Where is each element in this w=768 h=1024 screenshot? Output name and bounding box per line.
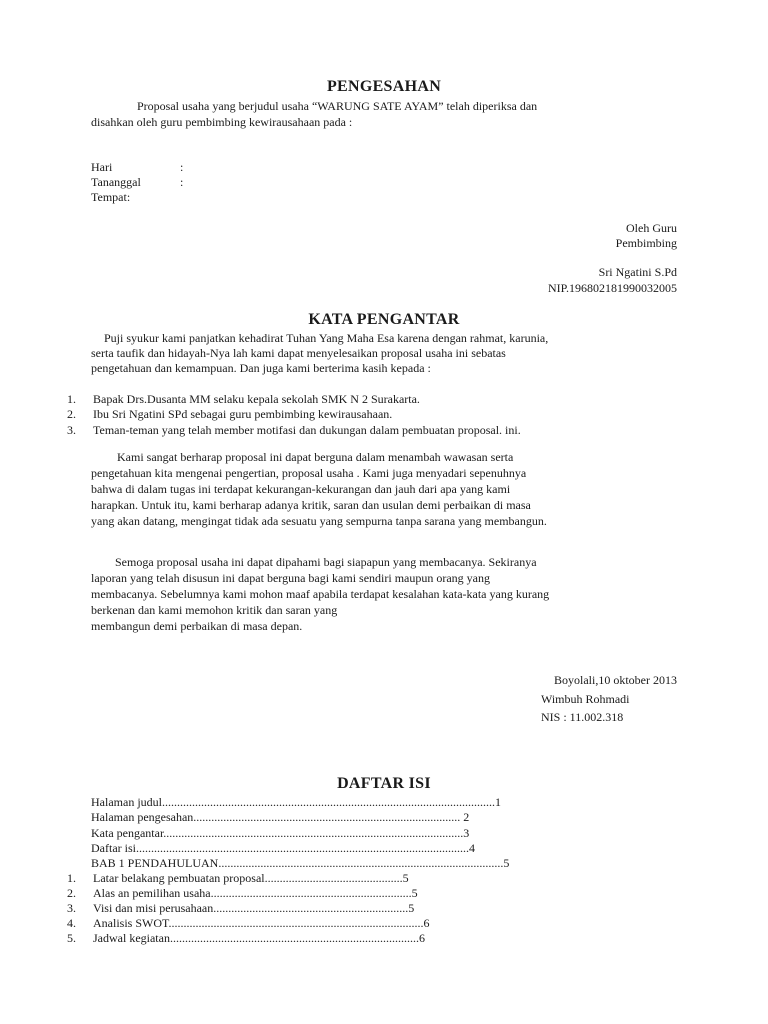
toc-entry: Kata pengantar....................................................................................................3 [91,826,470,840]
para2-line: pengetahuan kita mengenai pengertian, proposal usaha . Kami juga menyadari sepenuhnya [91,466,527,480]
intro-line: pengetahuan dan kemampuan. Dan juga kami berterima kasih kepada : [91,361,431,375]
para2-line: Kami sangat berharap proposal ini dapat berguna dalam menambah wawasan serta [117,450,514,464]
tempat-label: Tempat: [91,190,131,204]
intro-line: serta taufik dan hidayah-Nya lah kami dapat menyelesaikan proposal usaha ini sebatas [91,346,506,360]
pengesahan-text-line: Proposal usaha yang berjudul usaha “WARUNG SATE AYAM” telah diperiksa dan [137,99,538,113]
author-name: Wimbuh Rohmadi [541,692,630,706]
intro-line: Puji syukur kami panjatkan kehadirat Tuhan Yang Maha Esa karena dengan rahmat, karunia, [104,331,549,345]
para2-line: bahwa di dalam tugas ini terdapat kekurangan-kekurangan dan jauh dari apa yang kami [91,482,511,496]
toc-sub-entry: 3. Visi dan misi perusahaan.................................................................5 [67,901,415,915]
place-date: Boyolali,10 oktober 2013 [554,673,677,687]
toc-sub-entry: 5. Jadwal kegiatan...................................................................................6 [67,931,425,945]
toc-entry: Halaman judul...............................................................................................................1 [91,795,501,809]
signer-nip: NIP.196802181990032005 [547,281,677,295]
para3-line: membangun demi perbaikan di masa depan. [91,619,303,633]
toc-entry: Daftar isi...............................................................................................................4 [91,841,475,855]
toc-entry: Halaman pengesahan......................................................................................... 2 [91,810,470,824]
kata-pengantar-title: KATA PENGANTAR [308,311,460,328]
para3-line: membacanya. Sebelumnya kami mohon maaf apabila terdapat kesalahan kata-kata yang kurang [91,587,550,601]
tanggal-label: Tananggal [91,175,141,189]
hari-colon: : [180,160,184,174]
thanks-item: 2. Ibu Sri Ngatini SPd sebagai guru pembimbing kewirausahaan. [67,407,393,421]
pengesahan-text-line: disahkan oleh guru pembimbing kewirausahaan pada : [91,115,353,129]
para2-line: harapkan. Untuk itu, kami berharap adanya kritik, saran dan usulan demi perbaikan di masa [91,498,531,512]
tanggal-colon: : [180,175,184,189]
para2-line: yang akan datang, mengingat tidak ada sesuatu yang sempurna tanpa sarana yang membangun. [91,514,547,528]
thanks-item: 3. Teman-teman yang telah member motifasi dan dukungan dalam pembuatan proposal. ini. [67,423,521,437]
daftar-isi-title: DAFTAR ISI [337,775,431,792]
oleh-guru: Oleh Guru [626,221,677,235]
para3-line: berkenan dan kami memohon kritik dan saran yang [91,603,338,617]
toc-sub-entry: 2. Alas an pemilihan usaha...................................................................5 [67,886,418,900]
pengesahan-title: PENGESAHAN [326,78,442,95]
toc-sub-entry: 4. Analisis SWOT.....................................................................................6 [67,916,430,930]
hari-label: Hari [91,160,113,174]
toc-entry: BAB 1 PENDAHULUAN...............................................................................................5 [91,856,510,870]
pembimbing: Pembimbing [615,236,677,250]
author-nis: NIS : 11.002.318 [541,710,624,724]
signer-name: Sri Ngatini S.Pd [598,265,677,279]
toc-sub-entry: 1. Latar belakang pembuatan proposal..............................................5 [67,871,409,885]
thanks-item: 1. Bapak Drs.Dusanta MM selaku kepala sekolah SMK N 2 Surakarta. [67,392,420,406]
para3-line: Semoga proposal usaha ini dapat dipahami bagi siapapun yang membacanya. Sekiranya [115,555,537,569]
para3-line: laporan yang telah disusun ini dapat berguna bagi kami sendiri maupun orang yang [91,571,491,585]
